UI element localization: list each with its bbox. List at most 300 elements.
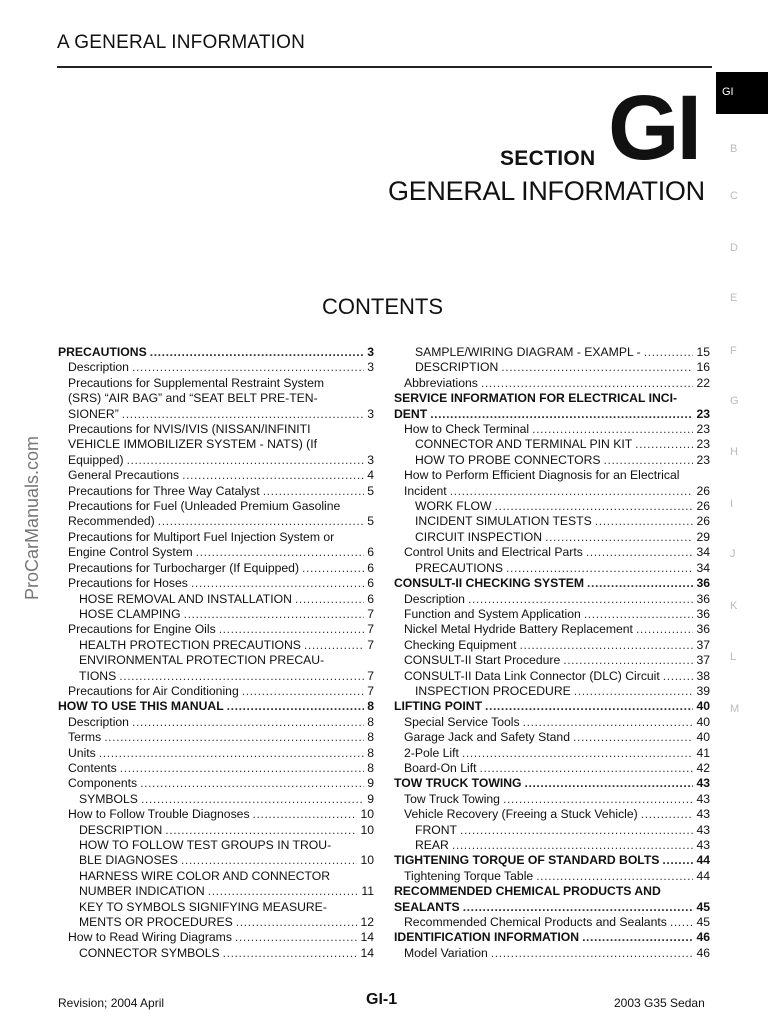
toc-page-number: 5: [367, 514, 374, 529]
footer-model: 2003 G35 Sedan: [614, 996, 705, 1010]
toc-entry[interactable]: [58, 638, 374, 653]
toc-page-number: 43: [696, 838, 710, 852]
dot-leader: [463, 900, 694, 915]
toc-entry-title: RECOMMENDED CHEMICAL PRODUCTS AND: [394, 884, 661, 899]
toc-entry[interactable]: [58, 746, 374, 761]
dot-leader: [140, 776, 364, 791]
toc-page-number: 9: [367, 776, 374, 791]
toc-page-number: 9: [367, 791, 374, 806]
dot-leader: [641, 807, 694, 822]
side-tab-c[interactable]: C: [730, 190, 738, 202]
toc-entry-title: Control Units and Electrical Parts: [404, 545, 583, 560]
toc-page-number: 10: [360, 807, 374, 822]
toc-entry[interactable]: [58, 530, 374, 561]
toc-entry[interactable]: [394, 622, 710, 637]
toc-page-number: 6: [367, 560, 374, 575]
toc-entry-title: NUMBER INDICATION: [79, 884, 205, 899]
toc-section-entry[interactable]: [394, 930, 710, 945]
toc-entry[interactable]: [394, 468, 710, 499]
toc-page-number: 45: [696, 899, 710, 914]
footer-revision: Revision; 2004 April: [58, 996, 165, 1010]
toc-entry[interactable]: [394, 376, 710, 391]
toc-entry-title: Terms: [68, 730, 102, 745]
toc-page-number: 23: [696, 437, 710, 452]
dot-leader: [506, 561, 693, 576]
toc-entry-title: FRONT: [415, 822, 457, 837]
toc-entry-title: Special Service Tools: [404, 714, 520, 729]
toc-entry-title: Garage Jack and Safety Stand: [404, 730, 570, 745]
dot-leader: [460, 823, 693, 838]
toc-entry-title: SYMBOLS: [79, 791, 138, 806]
dot-leader: [635, 437, 693, 452]
toc-entry-title: Tow Truck Towing: [404, 791, 500, 806]
toc-page-number: 44: [696, 853, 710, 868]
dot-leader: [132, 715, 364, 730]
toc-entry-title: CONSULT-II CHECKING SYSTEM: [394, 576, 585, 591]
toc-entry[interactable]: [58, 376, 374, 422]
toc-entry[interactable]: [58, 622, 374, 637]
toc-page-number: 46: [696, 930, 710, 945]
toc-entry-title: HOW TO PROBE CONNECTORS: [415, 452, 601, 467]
side-tab-label: GI: [722, 86, 734, 98]
toc-page-number: 7: [367, 683, 374, 698]
toc-page-number: 43: [696, 791, 710, 806]
dot-leader: [495, 499, 694, 514]
toc-page-number: 36: [696, 622, 710, 637]
dot-leader: [523, 715, 694, 730]
dot-leader: [462, 746, 694, 761]
toc-entry-title: INCIDENT SIMULATION TESTS: [415, 514, 592, 529]
toc-entry-title: ENVIRONMENTAL PROTECTION PRECAU-: [79, 653, 325, 668]
toc-page-number: 16: [696, 360, 710, 375]
toc-page-number: 36: [696, 591, 710, 606]
toc-entry[interactable]: [394, 607, 710, 622]
toc-entry[interactable]: [394, 545, 710, 560]
toc-entry[interactable]: [394, 530, 710, 545]
toc-page-number: 43: [696, 776, 710, 791]
dot-leader: [208, 884, 359, 899]
toc-entry-title: How to Check Terminal: [404, 422, 530, 437]
toc-entry-title: CONSULT-II Start Procedure: [404, 653, 561, 668]
toc-entry[interactable]: [58, 946, 374, 961]
toc-page-number: 5: [367, 483, 374, 498]
toc-page-number: 12: [360, 915, 374, 930]
toc-page-number: 3: [367, 360, 374, 375]
dot-leader: [468, 592, 693, 607]
toc-entry[interactable]: [394, 453, 710, 468]
toc-entry-title: Precautions for Turbocharger (If Equipped): [68, 560, 300, 575]
toc-entry-title: Precautions for Hoses: [68, 576, 188, 591]
toc-entry[interactable]: [58, 468, 374, 483]
dot-leader: [304, 638, 364, 653]
toc-page-number: 43: [696, 807, 710, 822]
toc-entry[interactable]: [58, 900, 374, 931]
toc-entry-title: SEALANTS: [394, 899, 460, 914]
dot-leader: [119, 669, 364, 684]
header-divider: [57, 66, 712, 68]
toc-entry-title: How to Perform Efficient Diagnosis for an Electrical: [404, 468, 680, 483]
toc-page-number: 40: [696, 699, 710, 714]
toc-page-number: 36: [696, 606, 710, 621]
toc-entry-title: CONNECTOR AND TERMINAL PIN KIT: [415, 437, 633, 452]
toc-entry-title: HOW TO FOLLOW TEST GROUPS IN TROU-: [79, 838, 332, 852]
toc-entry-title: Incident: [404, 483, 447, 498]
toc-page-number: 34: [696, 560, 710, 575]
side-tab-m[interactable]: M: [730, 703, 740, 715]
toc-entry-title: Board-On Lift: [404, 760, 477, 775]
dot-leader: [644, 345, 694, 360]
dot-leader: [430, 407, 693, 422]
toc-entry-title: Engine Control System: [68, 545, 193, 560]
toc-page-number: 15: [696, 345, 710, 359]
toc-entry-title: KEY TO SYMBOLS SIGNIFYING MEASURE-: [79, 899, 327, 914]
dot-leader: [158, 514, 365, 529]
toc-entry[interactable]: [394, 561, 710, 576]
dot-leader: [127, 453, 365, 468]
toc-entry[interactable]: [394, 807, 710, 822]
toc-entry-title: MENTS OR PROCEDURES: [79, 915, 233, 930]
toc-entry-title: Description: [68, 360, 129, 375]
dot-leader: [586, 545, 694, 560]
dot-leader: [182, 468, 364, 483]
toc-entry-title: Nickel Metal Hydride Battery Replacement: [404, 622, 633, 637]
toc-section-entry[interactable]: [394, 853, 710, 868]
toc-entry-title: How to Follow Trouble Diagnoses: [68, 807, 250, 822]
toc-entry[interactable]: [58, 823, 374, 838]
toc-page-number: 40: [696, 714, 710, 729]
toc-entry-title: SAMPLE/WIRING DIAGRAM - EXAMPL -: [415, 345, 641, 359]
toc-entry[interactable]: [58, 360, 374, 375]
toc-page-number: 4: [367, 468, 374, 483]
toc-entry[interactable]: [58, 607, 374, 622]
dot-leader: [519, 638, 693, 653]
dot-leader: [479, 761, 693, 776]
toc-entry[interactable]: [394, 823, 710, 838]
toc-entry-title: PRECAUTIONS: [58, 345, 147, 359]
toc-page-number: 10: [360, 853, 374, 868]
toc-page-number: 7: [367, 668, 374, 683]
toc-entry[interactable]: [58, 869, 374, 900]
toc-entry[interactable]: [394, 761, 710, 776]
dot-leader: [132, 360, 364, 375]
side-tab-b[interactable]: B: [730, 143, 738, 155]
dot-leader: [253, 807, 358, 822]
dot-leader: [219, 622, 365, 637]
toc-entry-title: General Precautions: [68, 468, 180, 483]
toc-entry-title: HARNESS WIRE COLOR AND CONNECTOR: [79, 868, 331, 883]
toc-entry-title: Checking Equipment: [404, 637, 517, 652]
dot-leader: [663, 669, 694, 684]
dot-leader: [501, 360, 693, 375]
toc-entry[interactable]: [394, 638, 710, 653]
toc-entry[interactable]: [58, 838, 374, 869]
dot-leader: [235, 930, 358, 945]
toc-entry[interactable]: [58, 653, 374, 684]
dot-leader: [481, 376, 694, 391]
toc-page-number: 14: [360, 930, 374, 945]
toc-page-number: 43: [696, 822, 710, 837]
toc-entry[interactable]: [394, 869, 710, 884]
toc-section-entry[interactable]: [394, 699, 710, 714]
toc-page-number: 41: [696, 745, 710, 760]
dot-leader: [525, 776, 694, 791]
dot-leader: [636, 622, 693, 637]
dot-leader: [536, 869, 693, 884]
toc-entry[interactable]: [58, 761, 374, 776]
dot-leader: [582, 930, 693, 945]
toc-page-number: 23: [696, 422, 710, 437]
dot-leader: [573, 730, 693, 745]
section-name: GENERAL INFORMATION: [388, 176, 705, 206]
toc-page-number: 38: [696, 668, 710, 683]
toc-entry-title: HOSE CLAMPING: [79, 606, 181, 621]
dot-leader: [122, 407, 364, 422]
toc-entry[interactable]: [394, 746, 710, 761]
toc-entry-title: Units: [68, 745, 96, 760]
toc-right-column: [394, 345, 710, 961]
toc-page-number: 40: [696, 730, 710, 745]
toc-entry-title: 2-Pole Lift: [404, 745, 459, 760]
toc-page-number: 8: [367, 760, 374, 775]
dot-leader: [670, 915, 694, 930]
toc-page-number: 26: [696, 483, 710, 498]
toc-entry[interactable]: [394, 684, 710, 699]
contents-heading: CONTENTS: [322, 294, 443, 319]
toc-page-number: 3: [367, 406, 374, 421]
toc-entry[interactable]: [394, 715, 710, 730]
toc-entry[interactable]: [394, 838, 710, 853]
dot-leader: [120, 761, 364, 776]
dot-leader: [545, 530, 693, 545]
dot-leader: [587, 576, 693, 591]
toc-entry-title: Abbreviations: [404, 375, 478, 390]
toc-section-entry[interactable]: [394, 776, 710, 791]
toc-page-number: 45: [696, 915, 710, 930]
toc-entry-title: Precautions for Three Way Catalyst: [68, 483, 260, 498]
dot-leader: [223, 946, 358, 961]
toc-entry-title: Tightening Torque Table: [404, 868, 534, 883]
toc-entry[interactable]: [58, 592, 374, 607]
toc-entry[interactable]: [394, 730, 710, 745]
dot-leader: [263, 484, 365, 499]
dot-leader: [662, 853, 693, 868]
toc-entry[interactable]: [394, 946, 710, 961]
dot-leader: [452, 838, 694, 853]
toc-page-number: 8: [367, 699, 374, 714]
dot-leader: [302, 561, 364, 576]
toc-entry[interactable]: [58, 730, 374, 745]
toc-page-number: 46: [696, 945, 710, 960]
toc-entry[interactable]: [394, 792, 710, 807]
toc-page-number: 6: [367, 591, 374, 606]
dot-leader: [574, 684, 694, 699]
toc-entry[interactable]: [394, 437, 710, 452]
toc-entry-title: CONNECTOR SYMBOLS: [79, 945, 220, 960]
toc-entry-title: HEALTH PROTECTION PRECAUTIONS: [79, 637, 301, 652]
toc-entry-title: DESCRIPTION: [415, 360, 499, 375]
toc-entry-title: Precautions for Engine Oils: [68, 622, 216, 637]
toc-entry-title: Precautions for Air Conditioning: [68, 683, 239, 698]
toc-page-number: 34: [696, 545, 710, 560]
toc-entry-title: Components: [68, 776, 138, 791]
page-header-title: A GENERAL INFORMATION: [57, 32, 306, 53]
toc-entry[interactable]: [58, 792, 374, 807]
dot-leader: [485, 699, 693, 714]
toc-page-number: 7: [367, 637, 374, 652]
dot-leader: [236, 915, 358, 930]
dot-leader: [604, 453, 694, 468]
side-tab-h[interactable]: H: [730, 446, 738, 458]
side-tab-e[interactable]: E: [730, 292, 738, 304]
toc-entry[interactable]: [58, 576, 374, 591]
toc-entry[interactable]: [394, 422, 710, 437]
side-tab-active[interactable]: [716, 72, 768, 114]
toc-entry[interactable]: [58, 715, 374, 730]
toc-page-number: 3: [367, 452, 374, 467]
toc-section-entry[interactable]: [394, 884, 710, 915]
toc-entry-title: Precautions for Multiport Fuel Injection System or: [68, 529, 335, 544]
toc-page-number: 6: [367, 545, 374, 560]
toc-entry[interactable]: [394, 345, 710, 360]
toc-section-entry[interactable]: [58, 699, 374, 714]
toc-page-number: 10: [360, 822, 374, 837]
toc-entry-title: CONSULT-II Data Link Connector (DLC) Circuit: [404, 668, 660, 683]
toc-page-number: 23: [696, 406, 710, 421]
watermark: ProCarManuals.com: [22, 435, 42, 600]
toc-entry-title: TOW TRUCK TOWING: [394, 776, 522, 791]
toc-entry-title: Recommended Chemical Products and Sealants: [404, 915, 667, 930]
side-tab-g[interactable]: G: [730, 395, 739, 407]
toc-entry[interactable]: [394, 669, 710, 684]
dot-leader: [242, 684, 364, 699]
toc-page-number: 3: [367, 345, 374, 359]
toc-entry[interactable]: [394, 653, 710, 668]
toc-entry-title: Vehicle Recovery (Freeing a Stuck Vehicle): [404, 807, 638, 822]
toc-entry-title: TIGHTENING TORQUE OF STANDARD BOLTS: [394, 853, 660, 868]
toc-page-number: 26: [696, 499, 710, 514]
toc-entry[interactable]: [58, 499, 374, 530]
section-label: SECTION: [500, 147, 596, 170]
toc-entry[interactable]: [58, 561, 374, 576]
toc-entry-title: REAR: [415, 838, 449, 852]
side-tab-l[interactable]: L: [730, 651, 737, 663]
toc-entry[interactable]: [58, 807, 374, 822]
dot-leader: [532, 422, 693, 437]
dot-leader: [584, 607, 694, 622]
dot-leader: [491, 946, 694, 961]
toc-section-entry[interactable]: [394, 576, 710, 591]
toc-section-entry[interactable]: [394, 391, 710, 422]
toc-entry-title: Precautions for NVIS/IVIS (NISSAN/INFINITI: [68, 422, 311, 437]
toc-entry-title: (SRS) “AIR BAG” and “SEAT BELT PRE-TEN-: [68, 391, 318, 406]
dot-leader: [165, 823, 357, 838]
toc-left-column: [58, 345, 374, 961]
dot-leader: [99, 746, 364, 761]
toc-entry[interactable]: [58, 422, 374, 468]
toc-page-number: 8: [367, 714, 374, 729]
toc-page-number: 26: [696, 514, 710, 529]
toc-entry[interactable]: [58, 930, 374, 945]
toc-page-number: 29: [696, 529, 710, 544]
toc-entry-title: SERVICE INFORMATION FOR ELECTRICAL INCI-: [394, 391, 678, 406]
side-tab-i[interactable]: I: [730, 498, 734, 510]
toc-entry[interactable]: [58, 776, 374, 791]
side-tab-k[interactable]: K: [730, 600, 738, 612]
toc-entry-title: TIONS: [79, 668, 117, 683]
footer-page-number: GI-1: [366, 991, 398, 1008]
toc-page-number: 22: [696, 375, 710, 390]
dot-leader: [503, 792, 693, 807]
toc-entry-title: HOW TO USE THIS MANUAL: [58, 699, 224, 714]
toc-entry[interactable]: [58, 684, 374, 699]
dot-leader: [563, 653, 693, 668]
dot-leader: [595, 514, 694, 529]
toc-page-number: 23: [696, 452, 710, 467]
dot-leader: [141, 792, 364, 807]
toc-entry-title: Equipped): [68, 452, 124, 467]
toc-entry-title: VEHICLE IMMOBILIZER SYSTEM - NATS) (If: [68, 437, 317, 452]
toc-section-entry[interactable]: [58, 345, 374, 360]
toc-page-number: 39: [696, 683, 710, 698]
dot-leader: [150, 345, 365, 360]
toc-entry-title: Precautions for Fuel (Unleaded Premium Gasoline: [68, 499, 341, 514]
toc-page-number: 37: [696, 637, 710, 652]
toc-entry-title: DENT: [394, 406, 428, 421]
toc-entry-title: Model Variation: [404, 945, 488, 960]
toc-entry-title: IDENTIFICATION INFORMATION: [394, 930, 580, 945]
toc-page-number: 37: [696, 653, 710, 668]
toc-page-number: 44: [696, 868, 710, 883]
toc-page-number: 36: [696, 576, 710, 591]
side-tab-d[interactable]: D: [730, 242, 738, 254]
dot-leader: [295, 592, 364, 607]
toc-entry-title: CIRCUIT INSPECTION: [415, 529, 543, 544]
toc-entry-title: Description: [404, 591, 465, 606]
section-code: GI: [608, 77, 700, 179]
toc-entry-title: BLE DIAGNOSES: [79, 853, 178, 868]
toc-page-number: 7: [367, 622, 374, 637]
toc-entry-title: LIFTING POINT: [394, 699, 483, 714]
toc-entry-title: SIONER”: [68, 406, 119, 421]
toc-entry[interactable]: [58, 484, 374, 499]
dot-leader: [191, 576, 364, 591]
dot-leader: [184, 607, 365, 622]
toc-entry-title: Precautions for Supplemental Restraint System: [68, 375, 325, 390]
toc-entry-title: Contents: [68, 760, 117, 775]
toc-entry[interactable]: [394, 915, 710, 930]
toc-entry-title: DESCRIPTION: [79, 822, 163, 837]
dot-leader: [181, 853, 358, 868]
toc-page-number: 8: [367, 745, 374, 760]
toc-page-number: 14: [360, 945, 374, 960]
toc-entry[interactable]: [394, 514, 710, 529]
toc-entry-title: HOSE REMOVAL AND INSTALLATION: [79, 591, 292, 606]
dot-leader: [450, 484, 694, 499]
toc-page-number: 7: [367, 606, 374, 621]
side-tab-f[interactable]: F: [730, 345, 737, 357]
toc-entry-title: How to Read Wiring Diagrams: [68, 930, 232, 945]
toc-entry[interactable]: [394, 499, 710, 514]
toc-page-number: 42: [696, 760, 710, 775]
dot-leader: [104, 730, 364, 745]
toc-page-number: 6: [367, 576, 374, 591]
side-tab-j[interactable]: J: [730, 548, 736, 560]
toc-entry-title: Function and System Application: [404, 606, 581, 621]
dot-leader: [227, 699, 365, 714]
toc-page-number: 11: [361, 884, 374, 899]
toc-entry[interactable]: [394, 592, 710, 607]
toc-entry[interactable]: [394, 360, 710, 375]
